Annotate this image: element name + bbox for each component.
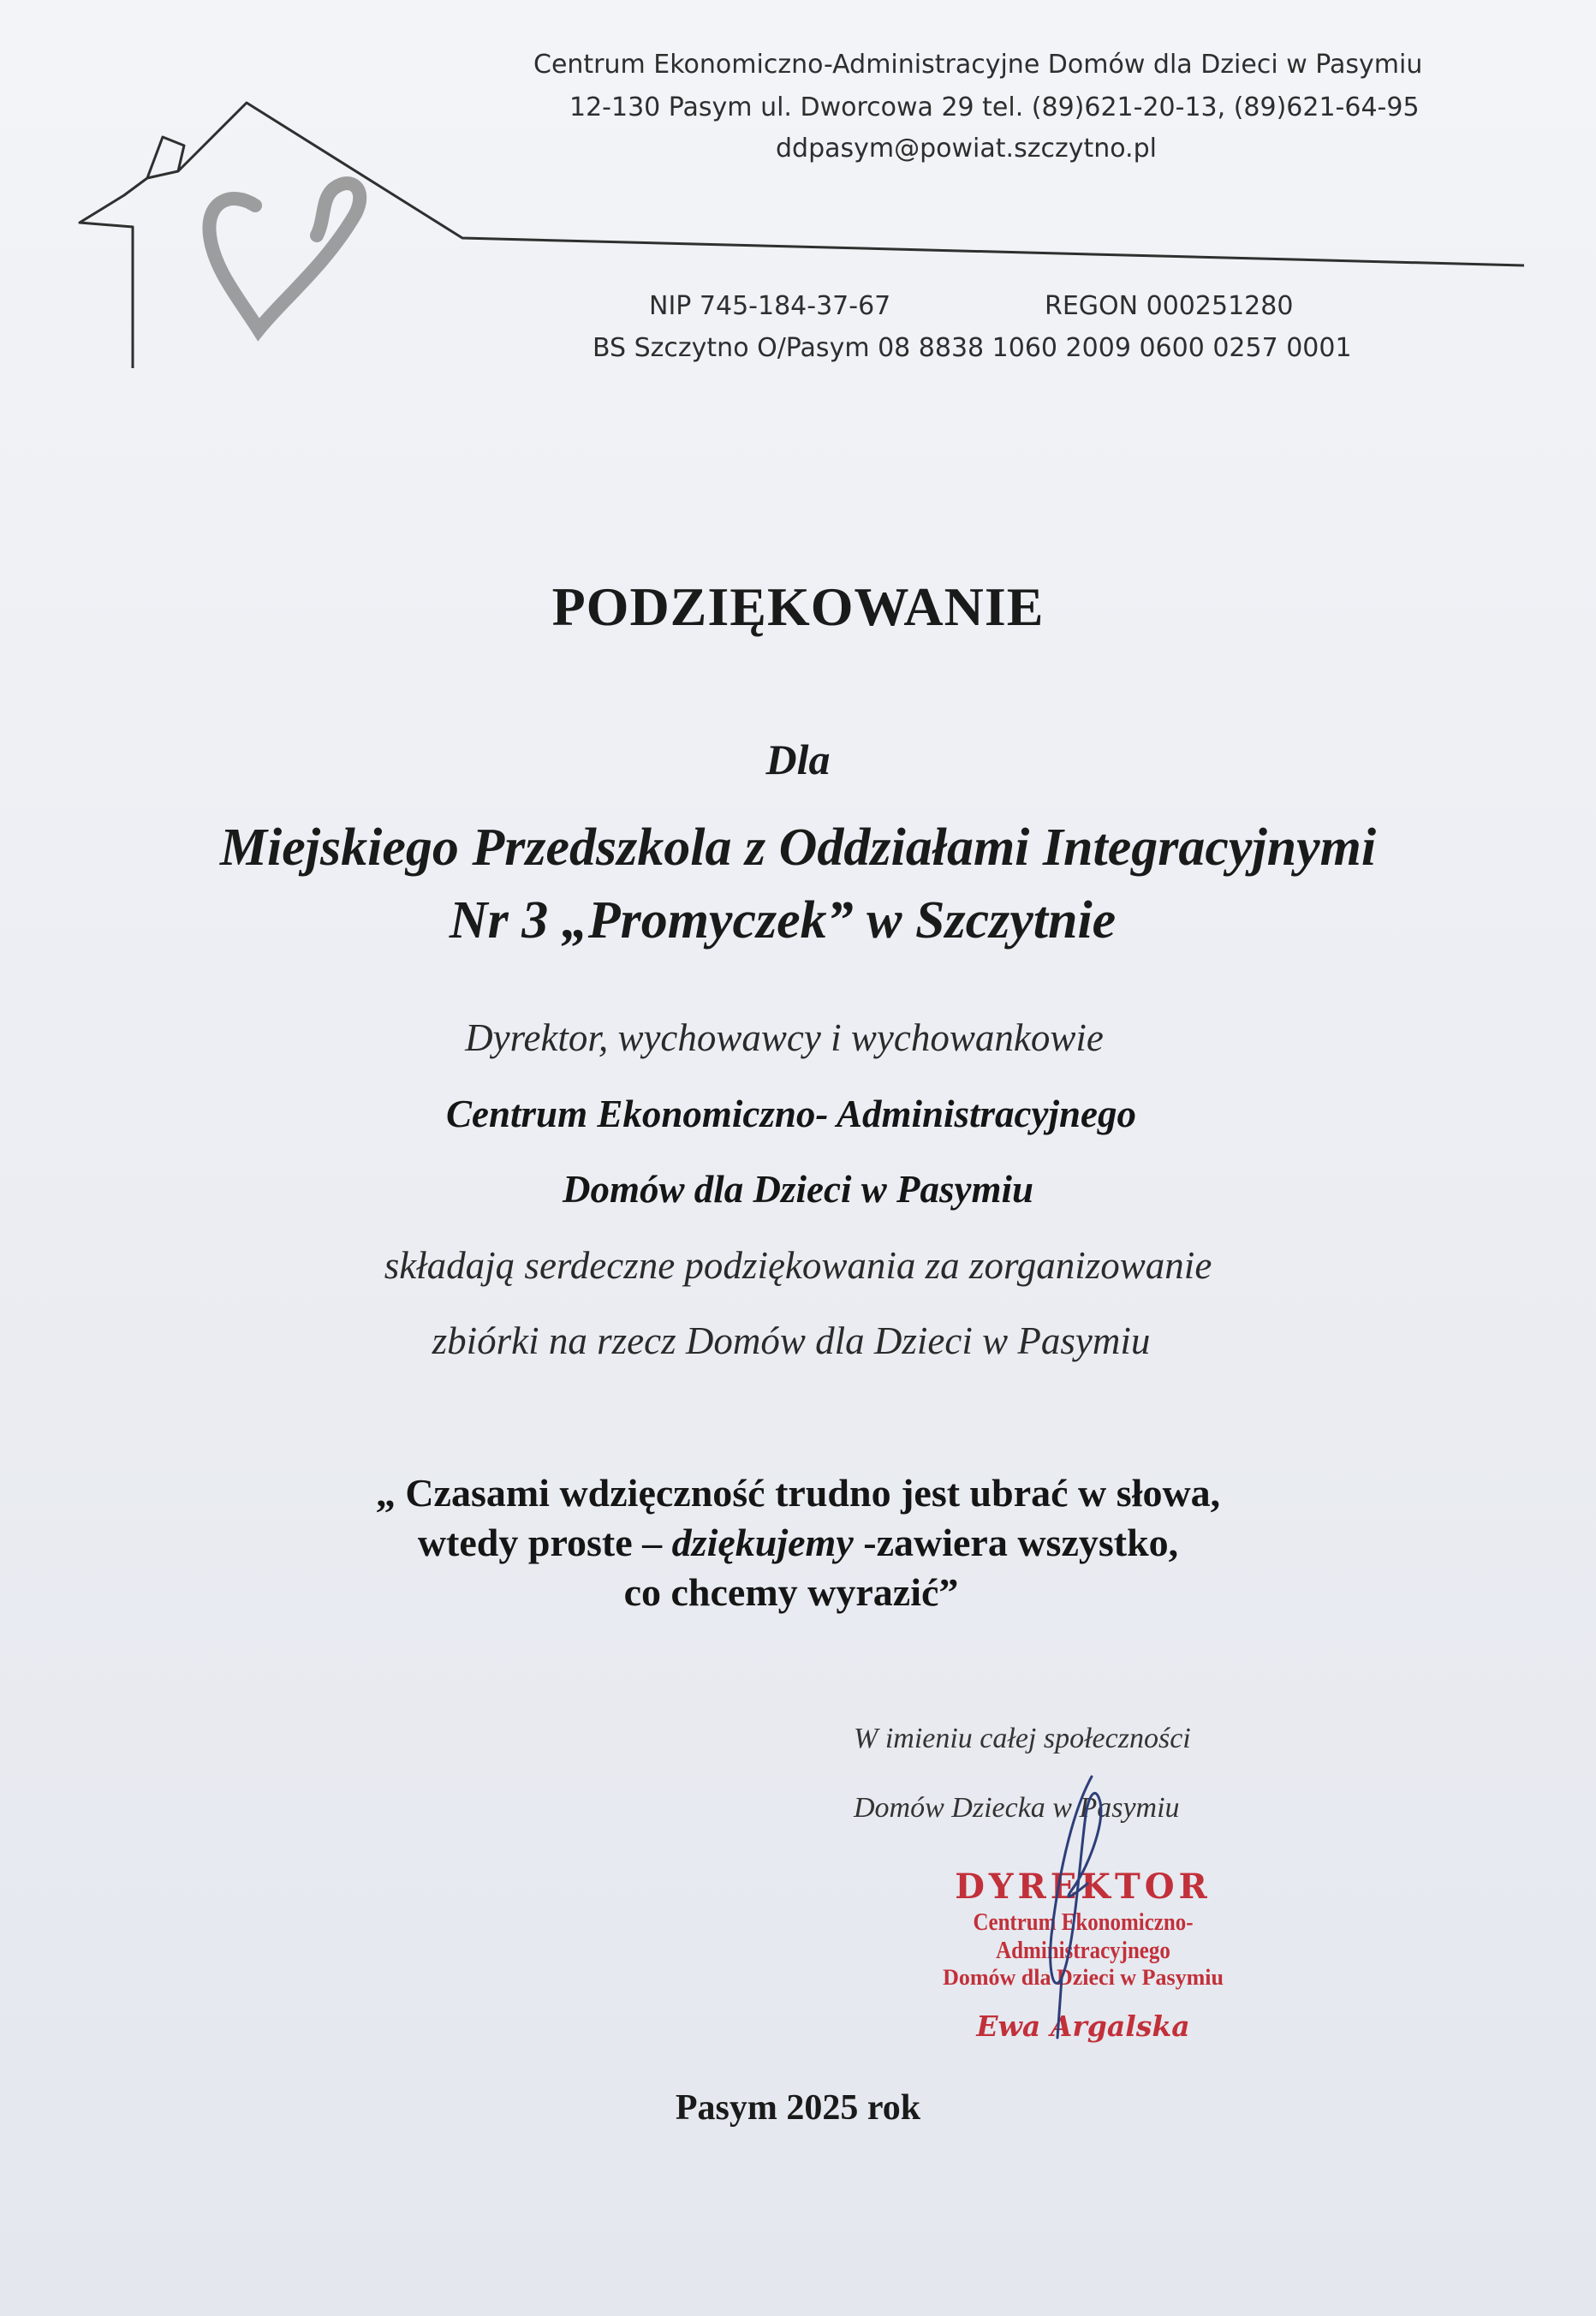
letterhead-bank-account: BS Szczytno O/Pasym 08 8838 1060 2009 0600 0257 0001 — [593, 333, 1352, 363]
recipient-line-2: Nr 3 „Promyczek” w Szczytnie — [449, 891, 1117, 950]
handwritten-signature-icon — [1010, 1764, 1139, 2046]
quote-line-1: „ Czasami wdzięczność trudno jest ubrać w słowa, — [375, 1471, 1221, 1515]
place-and-date: Pasym 2025 rok — [675, 2088, 921, 2128]
recipient-line-1: Miejskiego Przedszkola z Oddziałami Integracyjnymi — [219, 819, 1377, 877]
quote-emphasis: dziękujemy — [671, 1521, 854, 1564]
letterhead-regon: REGON 000251280 — [1045, 291, 1294, 321]
closing-line-2: Domów Dziecka w Pasymiu — [854, 1792, 1180, 1824]
body-line-1: Dyrektor, wychowawcy i wychowankowie — [465, 1016, 1104, 1059]
stamp-title: DYREKTOR — [955, 1866, 1212, 1907]
stamp-name: Ewa Argalska — [976, 2009, 1190, 2043]
document-title: PODZIĘKOWANIE — [551, 576, 1045, 637]
body-line-3: Domów dla Dzieci w Pasymiu — [563, 1168, 1033, 1211]
quote-line-2-start: wtedy proste – — [417, 1521, 672, 1564]
letterhead-email: ddpasym@powiat.szczytno.pl — [776, 134, 1157, 164]
body-line-2: Centrum Ekonomiczno- Administracyjnego — [446, 1093, 1136, 1135]
quote-line-3: co chcemy wyrazić” — [623, 1570, 959, 1614]
stamp-org-line: Centrum Ekonomiczno-Administracyjnego — [973, 1908, 1194, 1964]
quote-line-2 — [0, 1520, 1596, 1565]
for-label: Dla — [765, 735, 831, 783]
body-line-4: składają serdeczne podziękowania za zorganizowanie — [384, 1244, 1212, 1287]
stamp-org-line-2: Domów dla Dzieci w Pasymiu — [943, 1965, 1224, 1990]
closing-line-1: W imieniu całej społeczności — [854, 1723, 1191, 1754]
letterhead-address: 12-130 Pasym ul. Dworcowa 29 tel. (89)621-20-13, (89)621-64-95 — [569, 92, 1420, 122]
quote-line-2-end: -zawiera wszystko, — [853, 1521, 1179, 1564]
letterhead-nip: NIP 745-184-37-67 — [649, 291, 891, 321]
letterhead-org-name: Centrum Ekonomiczno-Administracyjne Domów dla Dzieci w Pasymiu — [533, 50, 1423, 80]
body-line-5: zbiórki na rzecz Domów dla Dzieci w Pasymiu — [432, 1319, 1151, 1362]
